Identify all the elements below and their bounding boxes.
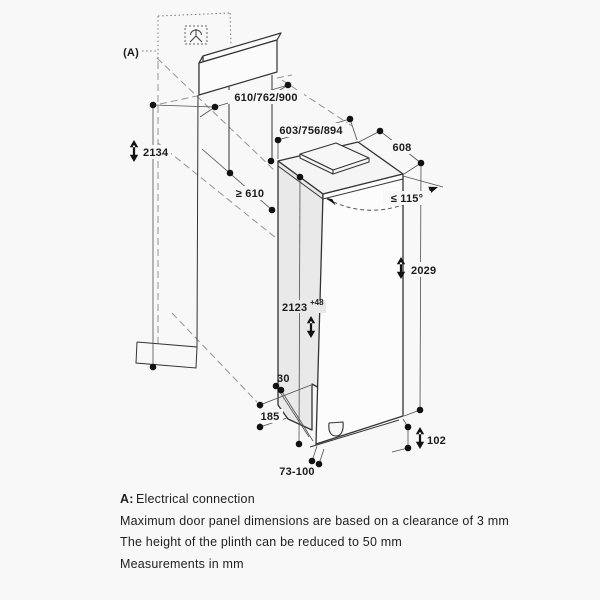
dim-niche-width-label: 610/762/900 (234, 92, 298, 104)
double-arrow-icon (130, 140, 138, 162)
dim-recess-height-label: 185 (260, 411, 280, 423)
note-a-value: Electrical connection (136, 492, 255, 506)
note-plinth: The height of the plinth can be reduced to 50 mm (120, 535, 402, 549)
dim-niche-height-label: 2134 (143, 147, 169, 159)
footnotes (120, 492, 509, 571)
cabinet-door-face (316, 174, 403, 444)
note-units: Measurements in mm (120, 557, 244, 571)
top-filler-panel (199, 33, 281, 95)
note-a-key: A: (120, 492, 134, 506)
dim-appliance-height-tolerance: +48 (310, 298, 324, 307)
dim-plinth-height-label: 102 (427, 435, 446, 447)
dim-depth-label: 608 (392, 142, 412, 154)
dim-foot-range-label: 73-100 (279, 466, 315, 478)
electrical-connection-callout (123, 26, 207, 59)
dim-appliance-height-label: 2123 (282, 302, 308, 314)
dim-door-panel-width-label: 603/756/894 (279, 125, 343, 137)
double-arrow-icon (416, 427, 424, 449)
appliance-cabinet (278, 142, 403, 447)
dim-niche-depth-label: ≥ 610 (235, 188, 265, 200)
cabinet-side-face (278, 161, 323, 430)
appliance-foot (329, 422, 343, 436)
dim-door-angle-label: ≤ 115° (390, 193, 424, 205)
electrical-connection-icon (190, 29, 202, 42)
callout-a-label: (A) (123, 47, 139, 59)
dim-door-height-label: 2029 (411, 265, 437, 277)
note-clearance: Maximum door panel dimensions are based on a clearance of 3 mm (120, 514, 509, 528)
dim-bottom-gap-label: 30 (277, 373, 290, 385)
